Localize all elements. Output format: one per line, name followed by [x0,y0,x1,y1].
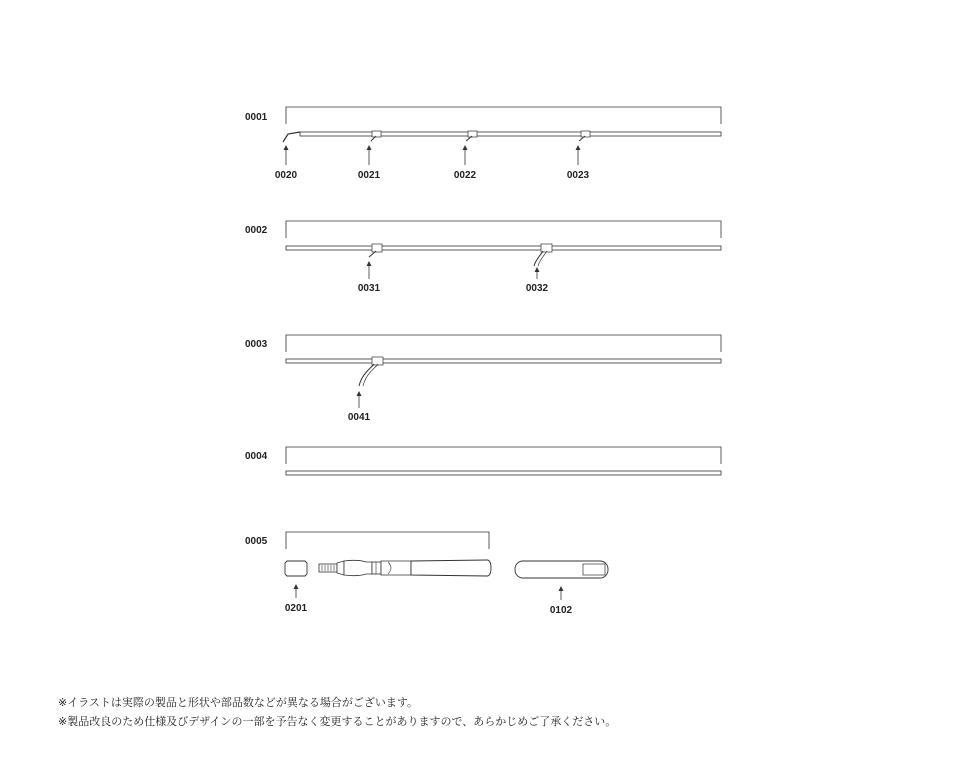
callout-0031 [358,261,381,294]
length-bracket [286,221,721,238]
callout-0102 [550,586,573,616]
rod-mid-section [286,244,721,266]
section-label-0003: 0003 [245,339,268,350]
length-bracket [286,335,721,352]
section-0004 [245,447,721,475]
section-label-0004: 0004 [245,451,268,462]
length-bracket [286,532,489,549]
handle-grip [319,560,491,576]
rod-blank-section [286,471,721,475]
reel-seat [344,560,372,575]
section-0003 [245,335,721,423]
part-number: 0102 [549,605,573,616]
length-bracket [286,107,721,124]
disclaimer-note: ※製品改良のため仕様及びデザインの一部を予告なく変更することがありますので、あらかじめご了承ください。 [58,715,617,728]
length-bracket [286,447,721,464]
part-number: 0032 [525,283,549,294]
line-guide [581,131,590,137]
part-number: 0201 [284,603,308,614]
disclaimer-note: ※イラストは実際の製品と形状や部品数などが異なる場合がございます。 [58,696,419,709]
tip-top-guide [283,132,300,142]
arrow-up-icon [559,586,564,591]
part-number: 0021 [357,170,381,181]
rod-tip-section [283,131,721,142]
arrow-up-icon [367,145,372,150]
arrow-up-icon [535,267,540,272]
rear-grip [411,560,491,576]
section-label-0002: 0002 [245,225,268,236]
arrow-up-icon [576,145,581,150]
callout-0021 [358,145,381,181]
callout-0032 [526,267,549,294]
section-0005 [245,532,608,616]
arrow-up-icon [367,261,372,266]
callout-0023 [567,145,590,181]
line-guide [468,131,477,137]
part-number: 0020 [274,170,298,181]
section-label-0001: 0001 [245,112,268,123]
part-number: 0031 [357,283,381,294]
callout-0022 [454,145,477,181]
part-number: 0023 [566,170,590,181]
part-number: 0041 [347,412,371,423]
arrow-up-icon [463,145,468,150]
arrow-up-icon [357,391,362,396]
callout-0020 [275,145,298,181]
part-number: 0022 [453,170,477,181]
rod-butt-section [286,357,721,386]
section-0002 [245,221,721,294]
callout-0041 [348,391,371,423]
callout-0201 [285,584,308,614]
section-label-0005: 0005 [245,536,268,547]
line-guide [372,131,381,137]
arrow-up-icon [294,584,299,589]
line-guide [372,244,382,252]
arrow-up-icon [284,145,289,150]
end-cap [285,561,307,576]
section-0001 [245,107,721,181]
rod-case [515,561,608,578]
